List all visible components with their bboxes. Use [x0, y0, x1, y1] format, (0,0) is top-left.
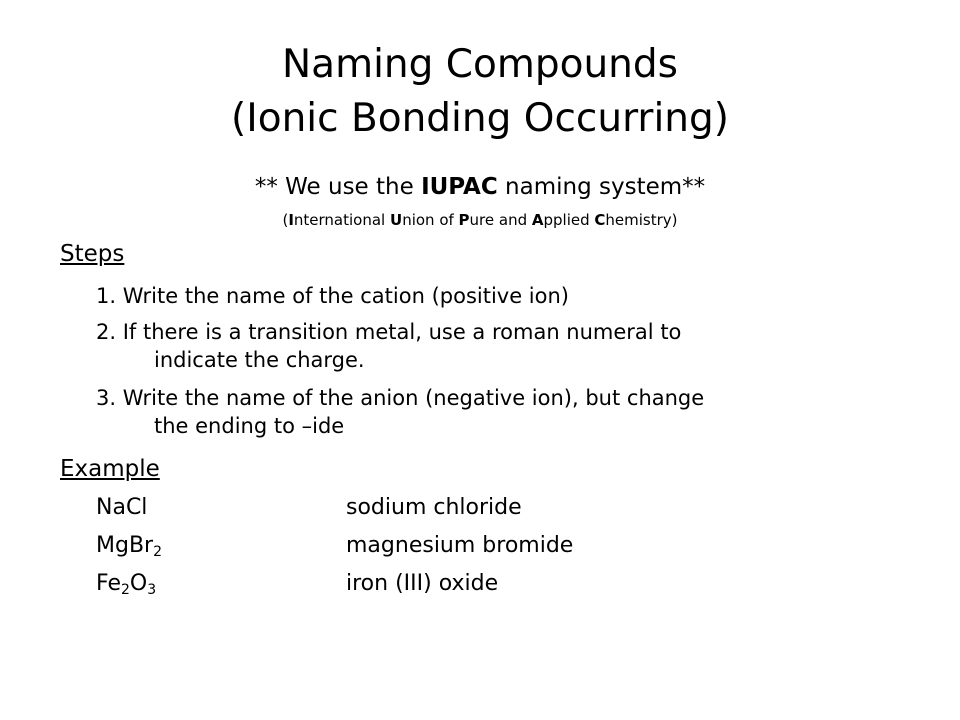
iupac-expansion — [0, 208, 960, 232]
subnote-p-rest: ure and — [469, 211, 532, 229]
subnote-a-rest: pplied — [543, 211, 595, 229]
step-3-text: 3. Write the name of the anion (negative ion), but change — [96, 386, 705, 410]
compound-name: magnesium bromide — [346, 533, 574, 558]
step-1 — [96, 282, 896, 310]
formula-subscript: 2 — [153, 544, 163, 560]
compound-formula — [96, 530, 162, 562]
subnote-open: ( — [282, 211, 289, 229]
formula-part: Fe — [96, 571, 121, 596]
formula-part: MgBr — [96, 533, 154, 558]
formula-part: NaCl — [96, 495, 148, 520]
title-line-1: Naming Compounds — [282, 42, 678, 87]
subnote-u: U — [390, 211, 403, 229]
compound-name: sodium chloride — [346, 495, 522, 520]
step-2 — [96, 318, 896, 374]
compound-formula — [96, 492, 147, 524]
compound-name: iron (III) oxide — [346, 571, 499, 596]
subnote-a: A — [531, 211, 544, 229]
title-line-2: (Ionic Bonding Occurring) — [231, 96, 729, 141]
subnote-c-rest: hemistry) — [605, 211, 678, 229]
step-1-text: 1. Write the name of the cation (positive ion) — [96, 284, 569, 308]
subnote-p: P — [458, 211, 470, 229]
formula-subscript: 2 — [121, 582, 130, 598]
step-3 — [96, 384, 896, 440]
subtitle-suffix: naming system** — [497, 174, 706, 200]
step-2-continuation: indicate the charge. — [154, 348, 365, 372]
step-3-continuation: the ending to –ide — [154, 414, 345, 438]
subnote-i-rest: nternational — [293, 211, 390, 229]
slide-title — [0, 38, 960, 146]
iupac-subtitle — [0, 170, 960, 204]
subtitle-prefix: ** We use the — [254, 174, 422, 200]
subnote-u-rest: nion of — [402, 211, 459, 229]
formula-subscript: 3 — [147, 582, 157, 598]
example-heading: Example — [60, 456, 160, 482]
formula-part: O — [129, 571, 148, 596]
compound-formula — [96, 568, 156, 600]
subtitle-iupac: IUPAC — [421, 174, 498, 200]
step-2-text: 2. If there is a transition metal, use a roman numeral to — [96, 320, 682, 344]
steps-heading: Steps — [60, 241, 125, 267]
subnote-c: C — [594, 211, 606, 229]
subnote-i: I — [288, 211, 294, 229]
